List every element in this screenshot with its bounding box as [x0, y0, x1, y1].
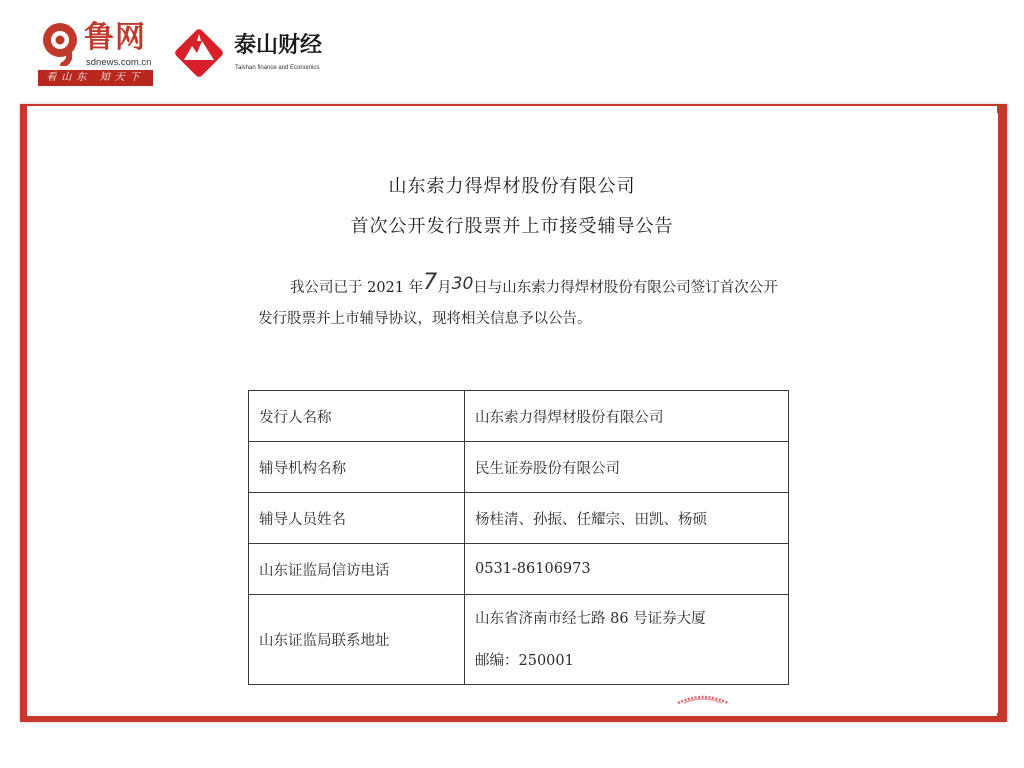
- table-value-phone: 0531-86106973: [465, 544, 789, 595]
- taishan-finance-logo[interactable]: [168, 22, 338, 82]
- table-row: [249, 544, 789, 595]
- announcement-paragraph-line2: 发行股票并上市辅导协议，现将相关信息予以公告。: [258, 311, 592, 327]
- lu-logo-domain: sdnews.com.cn: [86, 57, 152, 68]
- table-value-address: 山东省济南市经七路 86 号证券大厦: [475, 610, 706, 627]
- table-value-counsel-staff: 杨桂清、孙振、任耀宗、田凯、杨硕: [465, 493, 789, 544]
- paragraph-prefix: 我公司已于 2021 年: [290, 280, 424, 296]
- seal-stamp-icon: [676, 694, 730, 704]
- day-unit: 日: [473, 280, 488, 296]
- table-label-counsel-staff: 辅导人员姓名: [249, 493, 465, 544]
- table-label-address: 山东证监局联系地址: [249, 595, 465, 685]
- month-unit: 月: [437, 280, 452, 296]
- table-label-phone: 山东证监局信访电话: [249, 544, 465, 595]
- table-value-issuer: 山东索力得焊材股份有限公司: [465, 391, 789, 442]
- table-value-postcode: 邮编：250001: [475, 652, 574, 669]
- handwritten-month: 7: [423, 270, 438, 295]
- table-row: [249, 595, 789, 685]
- lu-logo-mark-icon: [38, 20, 82, 66]
- announcement-paragraph-line1: [290, 270, 778, 298]
- table-value-counsel-institution: 民生证券股份有限公司: [465, 442, 789, 493]
- taishan-logo-mark-icon: [168, 22, 230, 84]
- taishan-logo-name: 泰山财经: [234, 33, 323, 58]
- document-title-company: 山东索力得焊材股份有限公司: [388, 176, 636, 197]
- handwritten-day: 30: [451, 274, 474, 294]
- lu-logo-name: 鲁网: [84, 20, 146, 55]
- document-title-announcement: 首次公开发行股票并上市接受辅导公告: [350, 216, 674, 237]
- counseling-info-table: [248, 390, 789, 685]
- table-label-issuer: 发行人名称: [249, 391, 465, 442]
- table-value-address-cell: [465, 595, 789, 685]
- taishan-logo-subtitle: Taishan finance and Economics: [235, 65, 320, 71]
- table-row: [249, 391, 789, 442]
- table-row: [249, 493, 789, 544]
- paragraph-rest: 与山东索力得焊材股份有限公司签订首次公开: [487, 280, 778, 296]
- lu-news-logo[interactable]: [38, 20, 158, 86]
- table-row: [249, 442, 789, 493]
- lu-logo-slogan: 看山东 知天下: [38, 70, 153, 86]
- table-label-counsel-institution: 辅导机构名称: [249, 442, 465, 493]
